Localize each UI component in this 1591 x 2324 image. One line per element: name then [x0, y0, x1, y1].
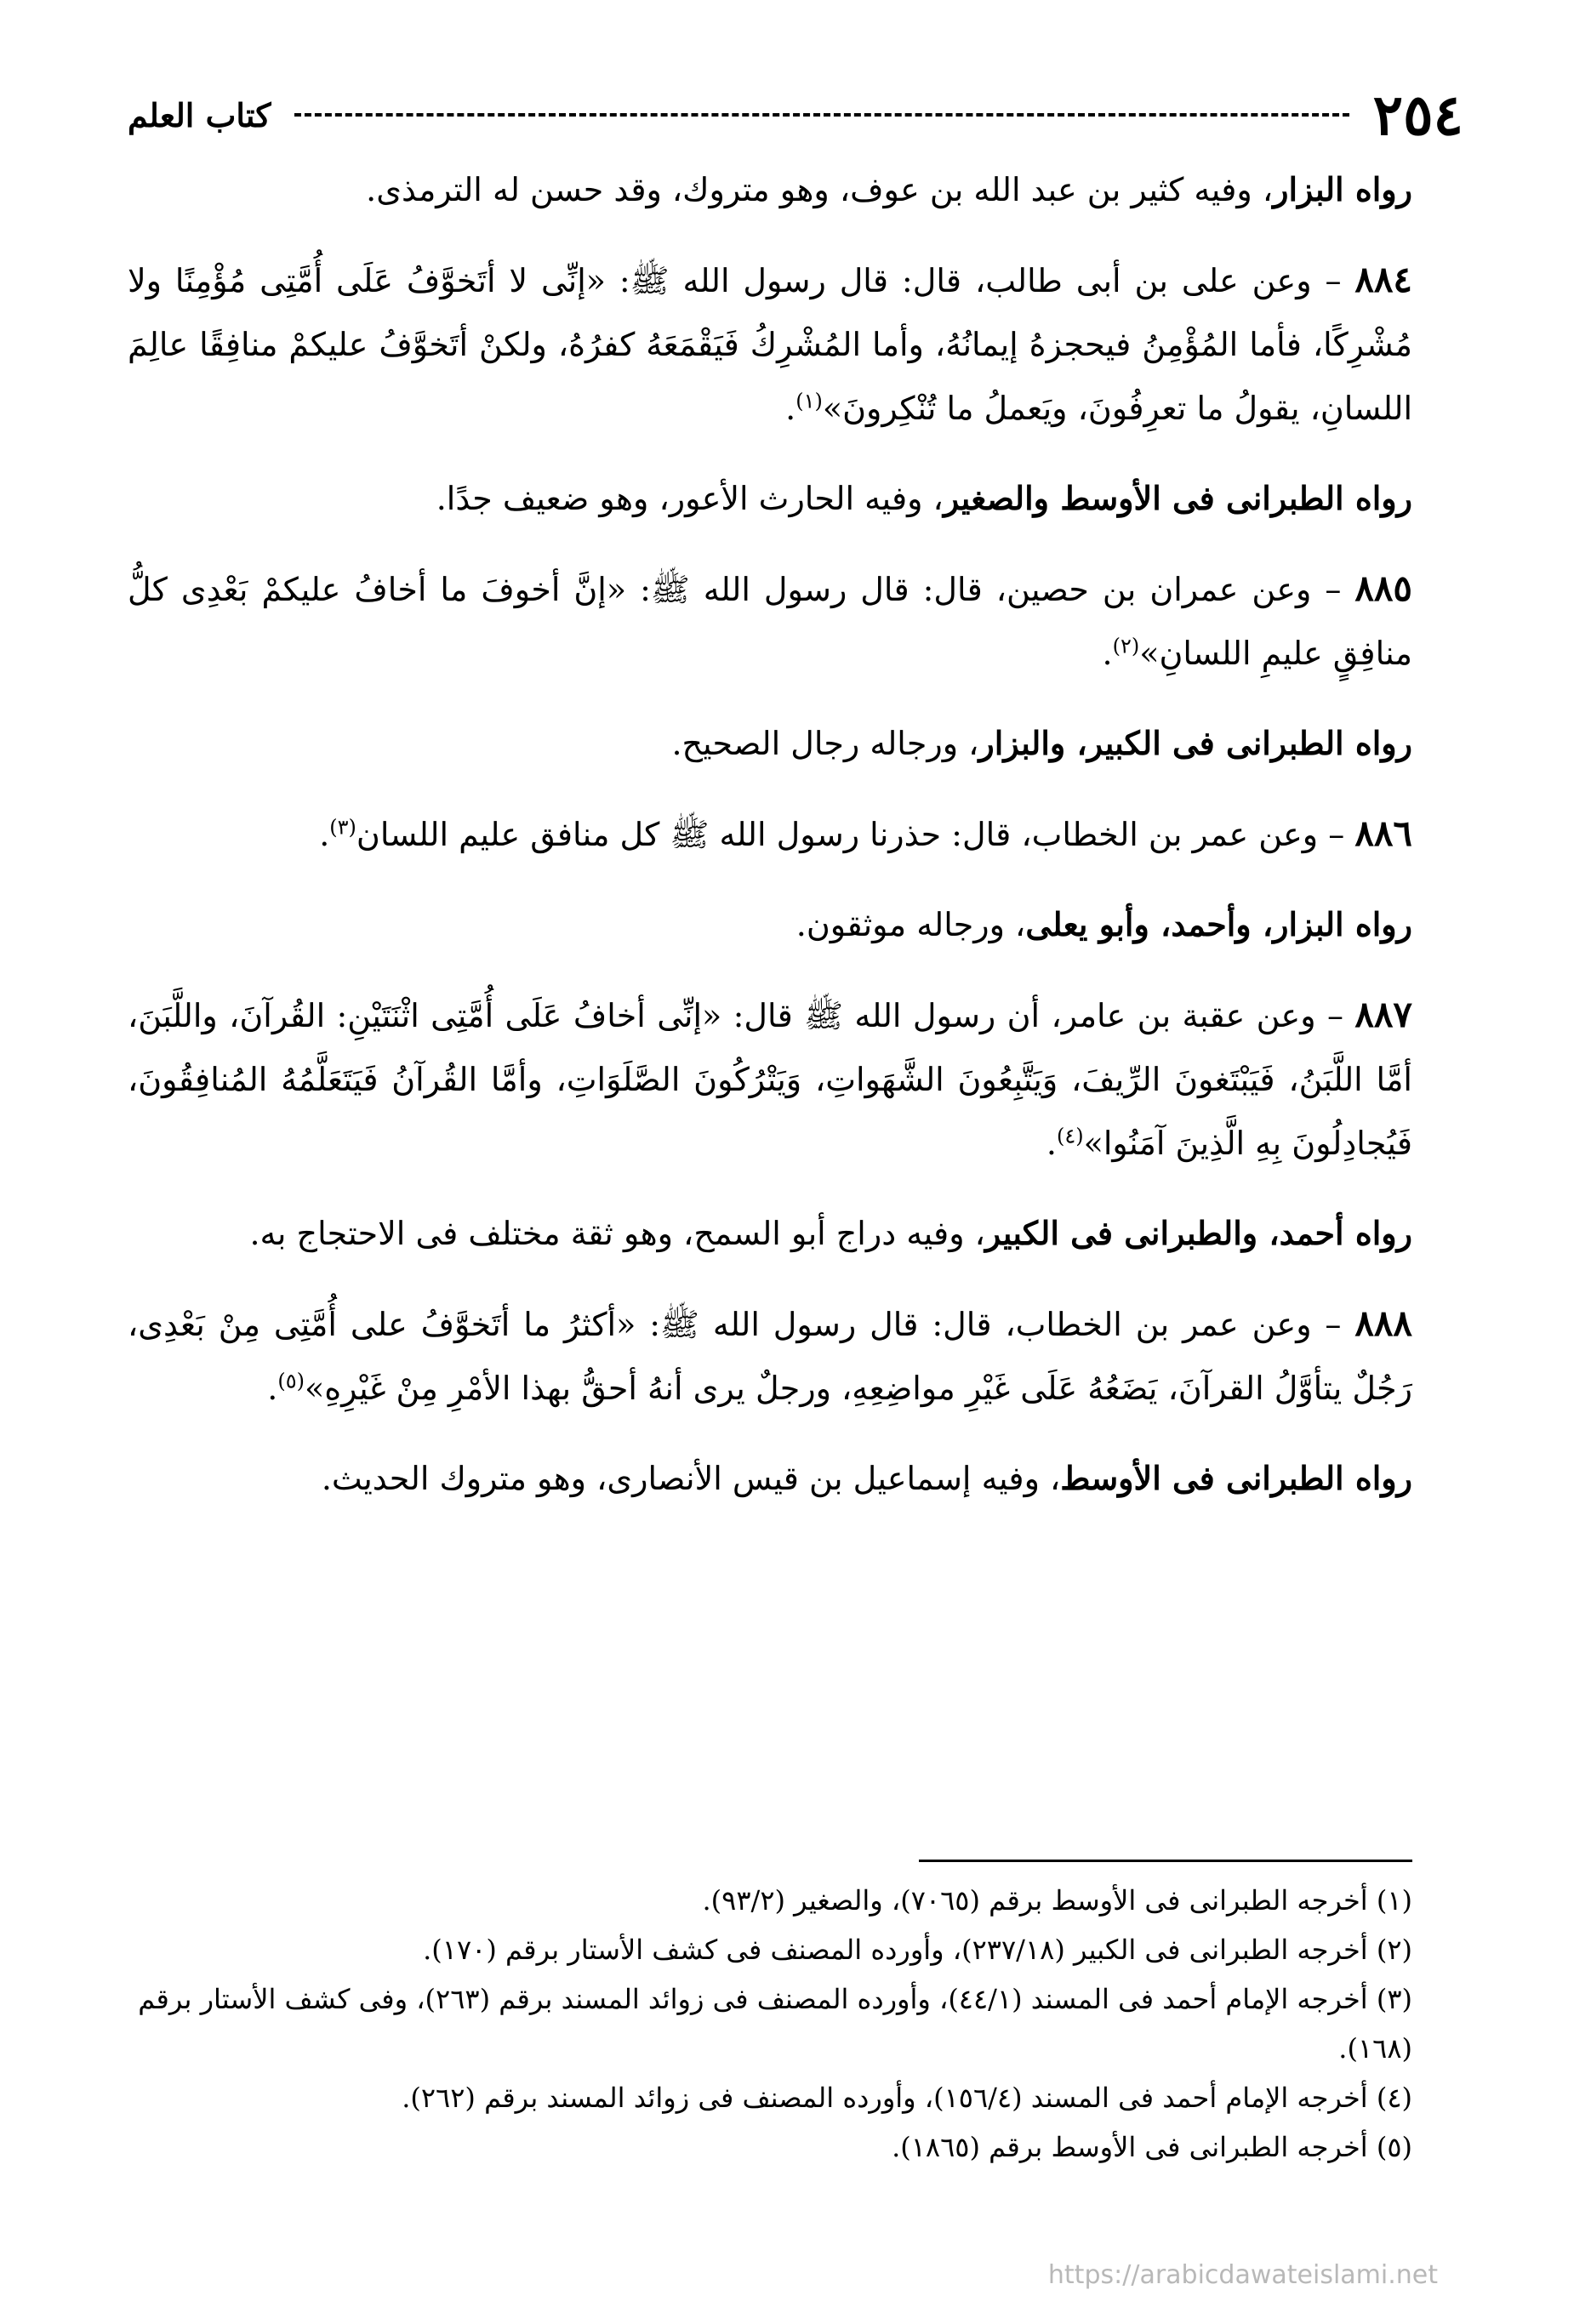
- hadith-number: ٨٨٥: [1354, 567, 1412, 609]
- sentence-end: .: [785, 390, 796, 427]
- footnote-marker: (٢): [1112, 634, 1140, 658]
- page-header: [128, 81, 1463, 149]
- source-citation: رواه الطبرانى فى الأوسط: [1060, 1459, 1412, 1497]
- book-title: كتاب العلم: [128, 95, 271, 134]
- hadith-grading: [128, 1446, 1412, 1511]
- source-citation: رواه أحمد، والطبرانى فى الكبير: [984, 1214, 1412, 1252]
- footnote-marker: (٥): [277, 1369, 305, 1393]
- source-citation: رواه الطبرانى فى الأوسط والصغير: [943, 479, 1412, 517]
- footnote-item: (٢) أخرجه الطبرانى فى الكبير (٢٣٧/١٨)، وأورده المصنف فى كشف الأستار برقم (١٧٠).: [423, 1934, 1412, 1966]
- footnote-divider: [919, 1860, 1412, 1862]
- hadith-text: – وعن على بن أبى طالب، قال: قال رسول الله ﷺ: «إنِّى لا أتَخوَّفُ عَلَى أُمَّتِى مُؤْمِنًا ولا مُشْرِكًا، فأما المُؤْمِنُ فيحجزهُ إيمانُهُ، وأما المُشْرِكُ فَيَقْمَعَهُ كفرُهُ، ولكنْ أتَخوَّفُ عليكمْ منافِقًا عالِمَ اللسانِ، يقولُ ما تعرِفُونَ، ويَعملُ ما تُنْكِرونَ»: [128, 262, 1412, 427]
- footnote-marker: (٤): [1056, 1124, 1084, 1148]
- hadith-grading: [128, 892, 1412, 957]
- hadith-number: ٨٨٨: [1354, 1302, 1412, 1344]
- hadith-paragraph: [128, 801, 1412, 867]
- footnotes: [128, 1876, 1412, 2172]
- grading-text: ، ورجاله موثقون.: [796, 906, 1026, 943]
- source-citation: رواه الطبرانى فى الكبير، والبزار: [978, 724, 1412, 762]
- hadith-grading: [128, 466, 1412, 531]
- hadith-paragraph: [128, 1291, 1412, 1421]
- sentence-end: .: [1046, 1125, 1057, 1162]
- hadith-paragraph: [128, 983, 1412, 1176]
- footnote-marker: (٣): [329, 815, 356, 840]
- watermark-url: https://arabicdawateislami.net: [1047, 2260, 1438, 2290]
- hadith-number: ٨٨٦: [1354, 812, 1412, 854]
- footnote-item: (٥) أخرجه الطبرانى فى الأوسط برقم (١٨٦٥).: [892, 2131, 1412, 2163]
- grading-text: ، وفيه دراج أبو السمح، وهو ثقة مختلف فى الاحتجاج به.: [249, 1215, 985, 1252]
- hadith-text: – وعن عمر بن الخطاب، قال: حذرنا رسول الله ﷺ كل منافق عليم اللسان: [356, 816, 1355, 853]
- hadith-grading: [128, 1201, 1412, 1266]
- source-citation: رواه البزار، وأحمد، وأبو يعلى: [1025, 905, 1412, 943]
- hadith-grading: [128, 157, 1412, 222]
- hadith-number: ٨٨٤: [1354, 259, 1412, 300]
- grading-text: ، وفيه كثير بن عبد الله بن عوف، وهو متروك، وقد حسن له الترمذى.: [366, 171, 1274, 208]
- hadith-paragraph: [128, 556, 1412, 686]
- hadith-grading: [128, 711, 1412, 776]
- sentence-end: .: [1102, 635, 1113, 672]
- footnote-item: (٣) أخرجه الإمام أحمد فى المسند (٤٤/١)، وأورده المصنف فى زوائد المسند برقم (٢٦٣)، وفى كشف الأستار برقم (١٦٨).: [138, 1983, 1412, 2065]
- grading-text: ، ورجاله رجال الصحيح.: [671, 725, 979, 762]
- main-text: [128, 157, 1412, 1536]
- hadith-paragraph: [128, 248, 1412, 441]
- header-divider: [294, 113, 1349, 117]
- grading-text: ، وفيه الحارث الأعور، وهو ضعيف جدًا.: [436, 480, 944, 517]
- hadith-text: – وعن عمر بن الخطاب، قال: قال رسول الله ﷺ: «أكثرُ ما أتَخوَّفُ على أُمَّتِى مِنْ بَعْدِى، رَجُلٌ يتأوَّلُ القرآنَ، يَضَعُهُ عَلَى غَيْرِ مواضِعِهِ، ورجلٌ يرى أنهُ أحقُّ بهذا الأمْرِ مِنْ غَيْرِهِ»: [128, 1306, 1412, 1407]
- hadith-text: – وعن عمران بن حصين، قال: قال رسول الله ﷺ: «إنَّ أخوفَ ما أخافُ عليكمْ بَعْدِى كلُّ منافِقٍ عليمِ اللسانِ»: [128, 571, 1412, 672]
- footnote-item: (٤) أخرجه الإمام أحمد فى المسند (١٥٦/٤)، وأورده المصنف فى زوائد المسند برقم (٢٦٢).: [402, 2082, 1412, 2114]
- sentence-end: .: [267, 1370, 278, 1407]
- hadith-number: ٨٨٧: [1354, 994, 1412, 1035]
- grading-text: ، وفيه إسماعيل بن قيس الأنصارى، وهو متروك الحديث.: [321, 1460, 1061, 1497]
- hadith-text: – وعن عقبة بن عامر، أن رسول الله ﷺ قال: «إنِّى أخافُ عَلَى أُمَّتِى اثْنَتَيْنِ: القُرآنَ، واللَّبَنَ، أمَّا اللَّبَنُ، فَيَبْتَغونَ الرِّيفَ، وَيَتَّبِعُونَ الشَّهَواتِ، وَيَتْرُكُونَ الصَّلَوَاتِ، وأمَّا القُرآنُ فَيَتَعَلَّمُهُ المُنافِقُونَ، فَيُجادِلُونَ بِهِ الَّذِينَ آمَنُوا»: [128, 997, 1412, 1162]
- source-citation: رواه البزار: [1273, 170, 1412, 208]
- footnote-marker: (١): [796, 389, 823, 413]
- footnote-item: (١) أخرجه الطبرانى فى الأوسط برقم (٧٠٦٥)، والصغير (٩٣/٢).: [702, 1884, 1412, 1917]
- sentence-end: .: [319, 816, 330, 853]
- page-number: ٢٥٤: [1372, 82, 1463, 148]
